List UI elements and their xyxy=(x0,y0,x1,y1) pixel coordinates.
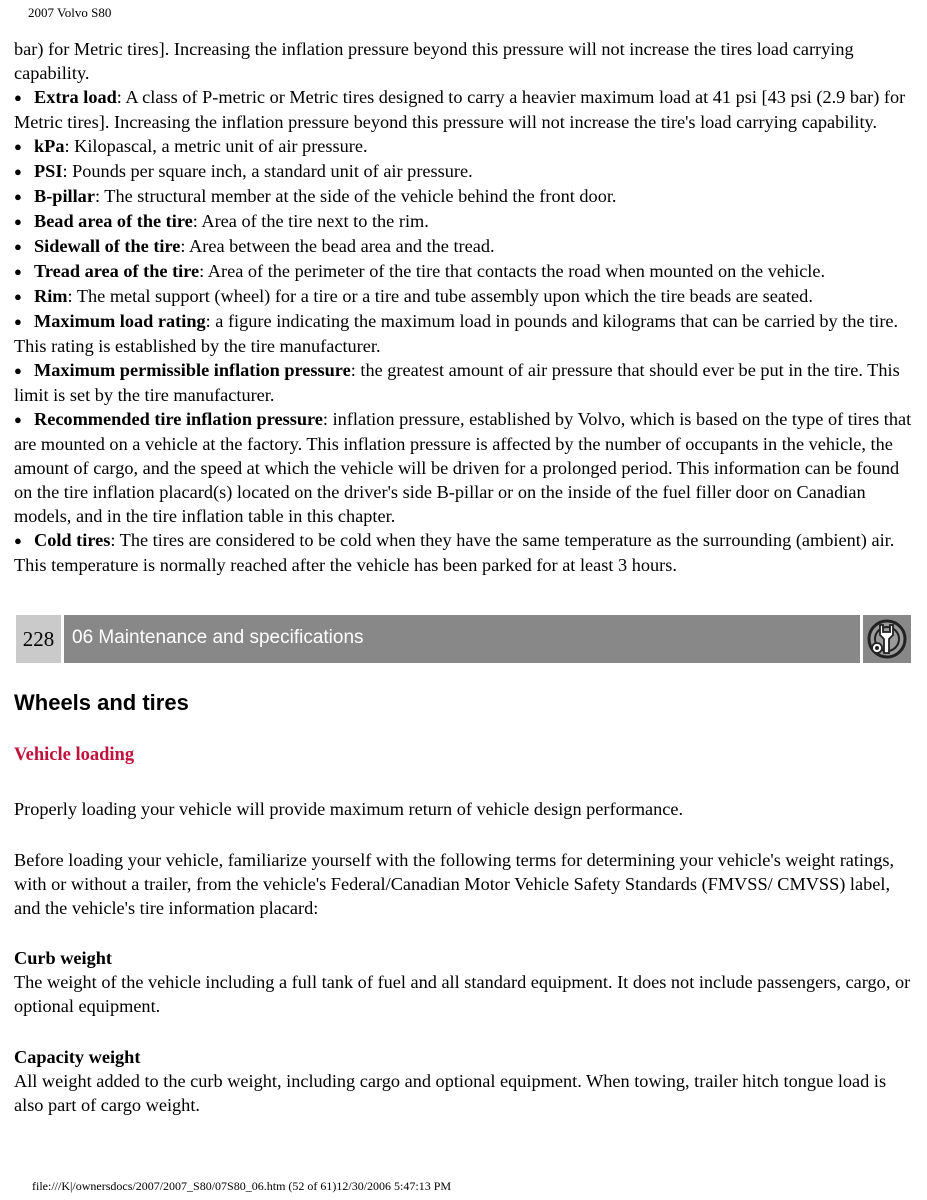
definition: : The tires are considered to be cold when they have the same temperature as the surrounding (ambient) air. This temperature is normally reached after the vehicle has been parked for at least 3 hours. xyxy=(14,530,895,575)
term: Recommended tire inflation pressure xyxy=(34,409,323,429)
list-item xyxy=(14,209,914,234)
bullet-icon: ● xyxy=(14,189,22,204)
definition: : inflation pressure, established by Volvo, which is based on the type of tires that are mounted on a vehicle at the factory. This inflation pressure is affected by the number of occupants in the vehicle, the amount of cargo, and the speed at which the vehicle will be driven for a prolonged period. This information can be found on the tire inflation placard(s) located on the driver's side B-pillar or on the inside of the fuel filler door on Canadian models, and in the tire inflation table in this chapter. xyxy=(14,409,912,526)
terms-paragraph: Before loading your vehicle, familiarize yourself with the following terms for determining your vehicle's weight ratings, with or without a trailer, from the vehicle's Federal/Canadian Motor Vehicle Safety Standards (FMVSS/ CMVSS) label, and the vehicle's tire information placard: xyxy=(14,850,895,918)
list-item xyxy=(14,358,914,407)
definition: : Area of the perimeter of the tire that contacts the road when mounted on the vehicle. xyxy=(199,261,826,281)
definition: : Area of the tire next to the rim. xyxy=(192,211,429,231)
curb-weight-text: The weight of the vehicle including a full tank of fuel and all standard equipment. It does not include passengers, cargo, or optional equipment. xyxy=(14,972,911,1016)
definitions-list xyxy=(14,37,914,577)
continuation-text: bar) for Metric tires]. Increasing the inflation pressure beyond this pressure will not increase the tires load carrying capability. xyxy=(14,39,854,83)
capacity-weight-title: Capacity weight xyxy=(14,1047,141,1067)
list-item xyxy=(14,259,914,284)
term: Tread area of the tire xyxy=(34,261,200,281)
curb-weight-block xyxy=(14,946,914,1018)
bullet-icon: ● xyxy=(14,412,22,427)
definition: : a figure indicating the maximum load in pounds and kilograms that can be carried by the tire. This rating is established by the tire manufacturer. xyxy=(14,311,899,356)
term: Sidewall of the tire xyxy=(34,236,181,256)
definition: : The metal support (wheel) for a tire or a tire and tube assembly upon which the tire beads are seated. xyxy=(67,286,813,306)
definition: : the greatest amount of air pressure that should ever be put in the tire. This limit is set by the tire manufacturer. xyxy=(14,360,900,405)
intro-paragraph: Properly loading your vehicle will provide maximum return of vehicle design performance. xyxy=(14,799,684,819)
term: Maximum load rating xyxy=(34,311,206,331)
bullet-icon: ● xyxy=(14,164,22,179)
list-item xyxy=(14,528,914,577)
list-item xyxy=(14,284,914,309)
bullet-icon: ● xyxy=(14,214,22,229)
bullet-icon: ● xyxy=(14,90,22,105)
list-item xyxy=(14,85,914,134)
section-band xyxy=(16,615,911,663)
list-item xyxy=(14,309,914,358)
bullet-icon: ● xyxy=(14,363,22,378)
section-icon-box xyxy=(863,615,911,663)
list-item xyxy=(14,134,914,159)
list-item xyxy=(14,234,914,259)
bullet-icon: ● xyxy=(14,139,22,154)
term: Extra load xyxy=(34,87,117,107)
term: Maximum permissible inflation pressure xyxy=(34,360,351,380)
capacity-weight-block xyxy=(14,1045,914,1117)
section-subheading: Vehicle loading xyxy=(14,745,135,765)
page-title: Wheels and tires xyxy=(14,690,189,715)
curb-weight-title: Curb weight xyxy=(14,948,113,968)
definition: : Kilopascal, a metric unit of air pressure. xyxy=(64,136,368,156)
section-title: 06 Maintenance and specifications xyxy=(64,615,860,663)
capacity-weight-text: All weight added to the curb weight, including cargo and optional equipment. When towing, trailer hitch tongue load is also part of cargo weight. xyxy=(14,1071,887,1115)
bullet-icon: ● xyxy=(14,533,22,548)
term: Rim xyxy=(34,286,68,306)
wrench-tire-icon xyxy=(863,615,911,663)
page-number: 228 xyxy=(16,615,61,663)
bullet-icon: ● xyxy=(14,289,22,304)
definition: : The structural member at the side of the vehicle behind the front door. xyxy=(94,186,617,206)
term: B-pillar xyxy=(34,186,95,206)
bullet-icon: ● xyxy=(14,314,22,329)
document-header: 2007 Volvo S80 xyxy=(28,5,112,20)
definition: : A class of P-metric or Metric tires designed to carry a heavier maximum load at 41 psi [43 psi (2.9 bar) for Metric tires]. Increasing the inflation pressure beyond this pressure will not increase the tire's load carrying capability. xyxy=(14,87,906,132)
list-item xyxy=(14,407,914,528)
footer-path: file:///K|/ownersdocs/2007/2007_S80/07S80_06.htm (52 of 61)12/30/2006 5:47:13 PM xyxy=(32,1179,452,1193)
list-item xyxy=(14,159,914,184)
term: Bead area of the tire xyxy=(34,211,193,231)
bullet-icon: ● xyxy=(14,239,22,254)
definition: : Pounds per square inch, a standard unit of air pressure. xyxy=(62,161,473,181)
list-item xyxy=(14,184,914,209)
term: kPa xyxy=(34,136,65,156)
bullet-icon: ● xyxy=(14,264,22,279)
term: PSI xyxy=(34,161,63,181)
definition: : Area between the bead area and the tread. xyxy=(180,236,495,256)
term: Cold tires xyxy=(34,530,111,550)
